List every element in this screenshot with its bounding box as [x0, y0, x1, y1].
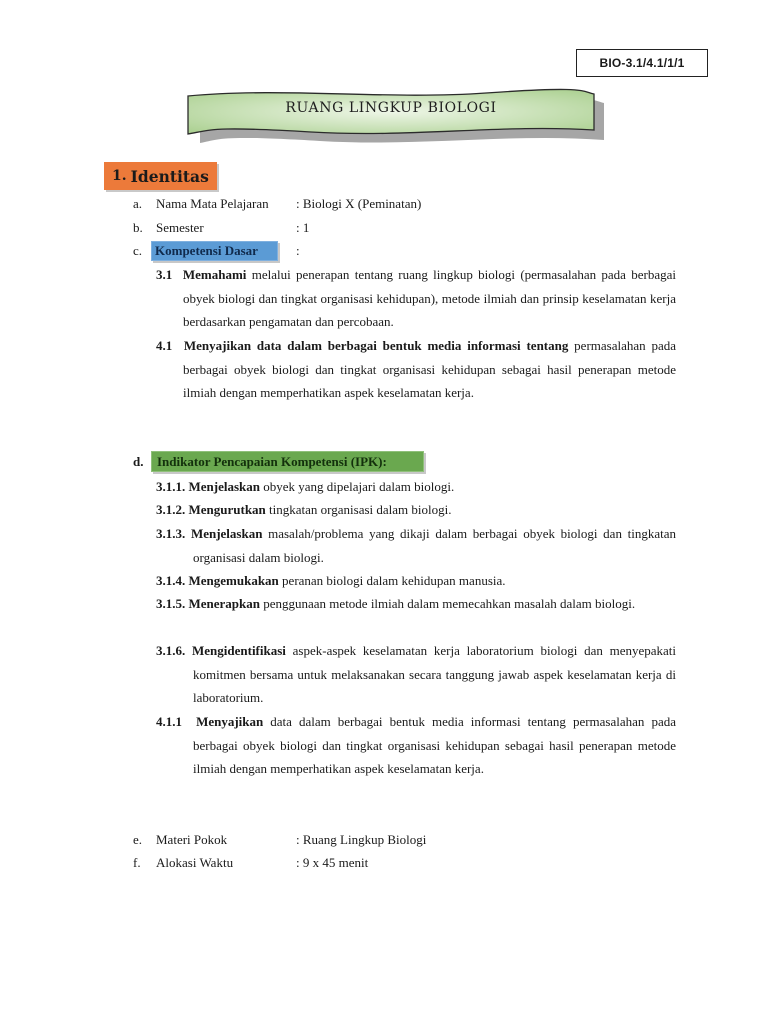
- kd-number: 4.1: [156, 338, 173, 353]
- ipk-number: 3.1.4.: [156, 573, 186, 588]
- ipk-verb: Menerapkan: [188, 596, 260, 611]
- ipk-text: obyek yang dipelajari dalam biologi.: [260, 479, 455, 494]
- banner-ribbon-shape: [186, 88, 606, 144]
- item-value: :: [296, 243, 300, 258]
- ipk-text: tingkatan organisasi dalam biologi.: [265, 502, 452, 517]
- ipk-verb: Menjelaskan: [188, 479, 260, 494]
- ipk-number: 3.1.3.: [156, 526, 186, 541]
- kd-item-3-1: [156, 263, 676, 334]
- ipk-text: peranan biologi dalam kehidupan manusia.: [278, 573, 506, 588]
- ipk-number: 3.1.5.: [156, 596, 186, 611]
- ipk-text: penggunaan metode ilmiah dalam memecahkan masalah dalam biologi.: [260, 596, 636, 611]
- title-banner: [186, 88, 602, 144]
- ipk-item-3-1-5: [156, 592, 676, 616]
- item-letter: a.: [133, 196, 143, 211]
- item-label: Kompetensi Dasar: [155, 243, 258, 258]
- section-heading-identitas: [104, 162, 217, 190]
- ipk-text: data dalam berbagai bentuk media informasi tentang permasalahan pada berbagai obyek biologi dan tingkat organisasi kehidupan sebagai hasil penerapan metode ilmiah dengan memperhatikan aspek keselamatan kerja.: [193, 714, 676, 776]
- ipk-item-3-1-6: [156, 639, 676, 710]
- kd-verb: Menyajikan data dalam berbagai bentuk media informasi tentang: [183, 338, 569, 353]
- kd-item-4-1: [156, 334, 676, 405]
- ipk-number: 3.1.6.: [156, 643, 186, 658]
- ipk-item-3-1-4: [156, 569, 676, 593]
- ipk-verb: Menjelaskan: [190, 526, 263, 541]
- item-letter: c.: [133, 243, 143, 258]
- section-number: 1.: [112, 168, 127, 184]
- item-letter: e.: [133, 832, 143, 847]
- item-letter: f.: [133, 855, 141, 870]
- ipk-number: 4.1.1: [156, 714, 182, 729]
- ipk-number: 3.1.1.: [156, 479, 186, 494]
- kd-text: permasalahan pada berbagai obyek biologi dan tingkat organisasi kehidupan sebagai hasil penerapan metode ilmiah dengan memperhatikan aspek keselamatan kerja.: [183, 338, 676, 400]
- item-value: : 9 x 45 menit: [296, 855, 369, 870]
- ipk-verb: Mengurutkan: [188, 502, 266, 517]
- kd-text: melalui penerapan tentang ruang lingkup biologi (permasalahan pada berbagai obyek biologi dan tingkat organisasi kehidupan), metode ilmiah dan prinsip keselamatan kerja berdasarkan pengamatan dan percobaan.: [183, 267, 677, 329]
- kd-number: 3.1: [156, 267, 173, 282]
- ipk-item-3-1-3: [156, 522, 676, 569]
- ipk-number: 3.1.2.: [156, 502, 186, 517]
- item-label: Semester: [156, 220, 204, 235]
- item-label: Materi Pokok: [156, 832, 228, 847]
- item-letter: d.: [133, 454, 144, 469]
- item-value: : 1: [296, 220, 310, 235]
- ipk-item-4-1-1: [156, 710, 676, 781]
- item-label: Alokasi Waktu: [156, 855, 234, 870]
- item-label: Indikator Pencapaian Kompetensi (IPK):: [157, 454, 387, 469]
- ipk-verb: Menyajikan: [196, 714, 264, 729]
- item-value: : Biologi X (Peminatan): [296, 196, 422, 211]
- item-letter: b.: [133, 220, 143, 235]
- item-label: Nama Mata Pelajaran: [156, 196, 269, 211]
- ipk-item-3-1-2: [156, 498, 676, 522]
- page-title: RUANG LINGKUP BIOLOGI: [285, 100, 497, 116]
- ipk-item-3-1-1: [156, 475, 676, 499]
- ipk-text: masalah/problema yang dikaji dalam berbagai obyek biologi dan tingkatan organisasi dalam biologi.: [193, 526, 676, 565]
- kd-verb: Memahami: [182, 267, 247, 282]
- document-code-box: BIO-3.1/4.1/1/1: [576, 49, 708, 77]
- section-title: Identitas: [130, 166, 209, 186]
- ipk-verb: Mengidentifikasi: [192, 643, 286, 658]
- item-value: : Ruang Lingkup Biologi: [296, 832, 427, 847]
- ipk-verb: Mengemukakan: [188, 573, 279, 588]
- ipk-text: aspek-aspek keselamatan kerja laboratorium biologi dan menyepakati komitmen bersama untuk melaksanakan secara tanggung jawab aspek keselamatan kerja di laboratorium.: [193, 643, 677, 705]
